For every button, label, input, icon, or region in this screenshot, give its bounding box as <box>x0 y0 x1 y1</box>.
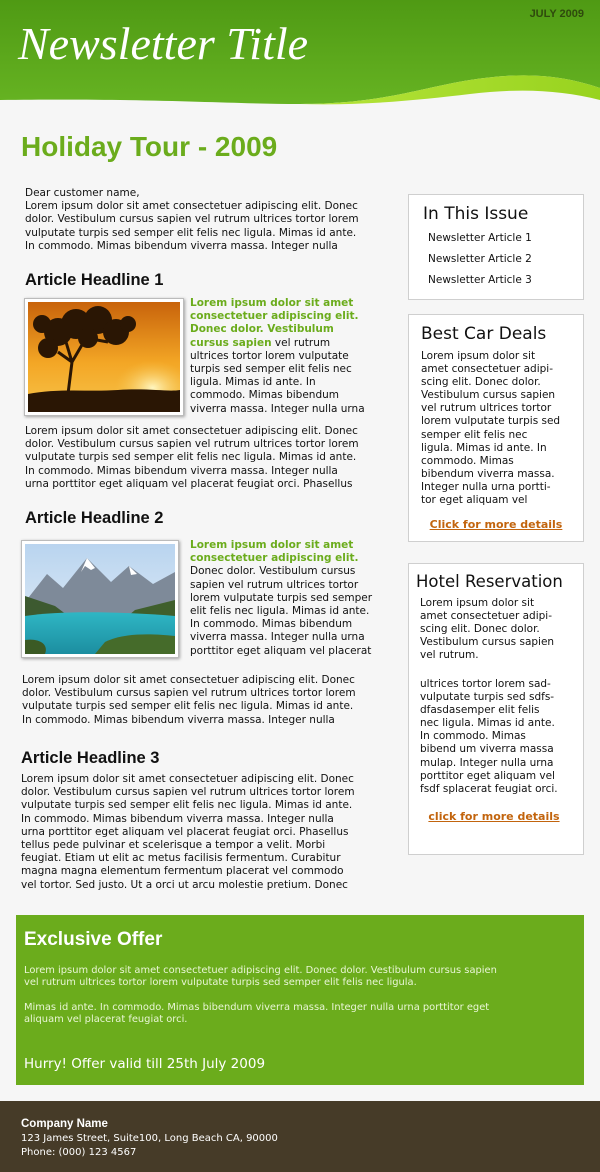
offer-paragraph-2: Mimas id ante. In commodo. Mimas bibendum viverra massa. Integer nulla urna porttitor eget aliquam vel placerat feugiat orci. <box>24 1002 490 1026</box>
hotel-reservation-title: Hotel Reservation <box>416 572 563 591</box>
article-1-side-text: Lorem ipsum dolor sit amet consectetuer adipiscing elit. Donec dolor. Vestibulum cursus sapien vel rutrum ultrices tortor lorem vulputate turpis sed semper elit felis nec ligula. Mimas id ante. In commodo. Mimas bibendum viverra massa. Integer nulla urna <box>190 297 365 415</box>
best-car-deals-title: Best Car Deals <box>421 324 547 344</box>
article-2-photo <box>21 540 179 658</box>
best-car-deals-box <box>408 314 584 542</box>
in-this-issue-box <box>408 194 584 300</box>
best-car-deals-text: Lorem ipsum dolor sit amet consectetuer adipi- scing elit. Donec dolor. Vestibulum cursus sapien vel rutrum ultrices tortor lorem vulputate turpis sed semper elit felis nec ligula. Mimas id ante. In commodo. Mimas bibendum viverra massa. Integer nulla urna portti- tor eget aliquam vel <box>421 350 561 507</box>
article-1-body: Lorem ipsum dolor sit amet consectetuer adipiscing elit. Donec dolor. Vestibulum cursus sapien vel rutrum ultrices tortor lorem vulputate turpis sed semper elit felis nec ligula. Mimas id ante. In commodo. Mimas bibendum viverra massa. Integer nulla urna porttitor eget aliquam vel placerat feugiat orci. Phasellus <box>25 425 359 490</box>
company-address: 123 James Street, Suite100, Long Beach CA, 90000 <box>21 1133 278 1144</box>
issue-link-article-3[interactable]: Newsletter Article 3 <box>428 274 532 286</box>
newsletter-title: Newsletter Title <box>18 18 309 69</box>
article-2-side-text: Lorem ipsum dolor sit amet consectetuer adipiscing elit. Donec dolor. Vestibulum cursus sapien vel rutrum ultrices tortor lorem vulputate turpis sed semper elit felis nec ligula. Mimas id ante. In commodo. Mimas bibendum viverra massa. Integer nulla urna porttitor eget aliquam vel placerat <box>190 539 373 657</box>
car-deals-details-link[interactable]: Click for more details <box>429 518 563 531</box>
offer-title: Exclusive Offer <box>24 929 163 950</box>
in-this-issue-title: In This Issue <box>423 204 529 224</box>
intro-text: Dear customer name, Lorem ipsum dolor sit amet consectetuer adipiscing elit. Donec dolor. Vestibulum cursus sapien vel rutrum ultrices tortor lorem vulputate turpis sed semper elit felis nec ligula. Mimas id ante. In commodo. Mimas bibendum viverra massa. Integer nulla <box>25 187 395 253</box>
footer <box>0 1101 600 1172</box>
hotel-details-link[interactable]: click for more details <box>428 810 560 823</box>
issue-link-article-2[interactable]: Newsletter Article 2 <box>428 253 532 265</box>
hotel-text-part-2: ultrices tortor lorem sad- vulputate turpis sed sdfs- dfasdasemper elit felis nec ligula. Mimas id ante. In commodo. Mimas bibend um viverra massa mulap. Integer nulla urna porttitor eget aliquam vel fsdf splacerat feugiat orci. <box>420 678 558 795</box>
offer-paragraph-1: Lorem ipsum dolor sit amet consectetuer adipiscing elit. Donec dolor. Vestibulum cursus sapien vel rutrum ultrices tortor lorem vulputate turpis sed semper elit felis nec ligula. <box>24 965 497 989</box>
exclusive-offer-panel <box>16 915 584 1085</box>
article-1-photo <box>24 298 184 416</box>
hotel-reservation-box <box>408 563 584 855</box>
article-3-headline: Article Headline 3 <box>21 749 160 767</box>
company-name: Company Name <box>21 1118 108 1130</box>
hotel-text-part-1: Lorem ipsum dolor sit amet consectetuer adipi- scing elit. Donec dolor. Vestibulum cursus sapien vel rutrum. <box>420 597 555 662</box>
issue-link-article-1[interactable]: Newsletter Article 1 <box>428 232 532 244</box>
article-1-headline: Article Headline 1 <box>25 271 164 289</box>
offer-deadline: Hurry! Offer valid till 25th July 2009 <box>24 1056 266 1072</box>
article-3-body: Lorem ipsum dolor sit amet consectetuer adipiscing elit. Donec dolor. Vestibulum cursus sapien vel rutrum ultrices tortor lorem vulputate turpis sed semper elit felis nec ligula. Mimas id ante. In commodo. Mimas bibendum viverra massa. Integer nulla urna porttitor eget aliquam vel placerat feugiat orci. Phasellus tellus pede pulvinar et scelerisque a tempor a velit. Morbi feugiat. Etiam ut elit ac metus facilisis fermentum. Curabitur magna magna elementum fermentum placerat vel commodo vel tortor. Sed justo. Ut a orci ut arcu molestie pretium. Donec <box>21 773 355 891</box>
article-2-headline: Article Headline 2 <box>25 509 164 527</box>
issue-date: JULY 2009 <box>529 8 584 20</box>
greeting: Dear customer name, <box>25 187 140 199</box>
mountain-lake-image <box>25 544 175 654</box>
company-phone: Phone: (000) 123 4567 <box>21 1147 137 1158</box>
article-2-body: Lorem ipsum dolor sit amet consectetuer adipiscing elit. Donec dolor. Vestibulum cursus sapien vel rutrum ultrices tortor lorem vulputate turpis sed semper elit felis nec ligula. Mimas id ante. In commodo. Mimas bibendum viverra massa. Integer nulla <box>22 674 356 726</box>
header-banner <box>0 0 600 108</box>
sunset-tree-image <box>28 302 180 412</box>
page-title: Holiday Tour - 2009 <box>21 131 278 162</box>
